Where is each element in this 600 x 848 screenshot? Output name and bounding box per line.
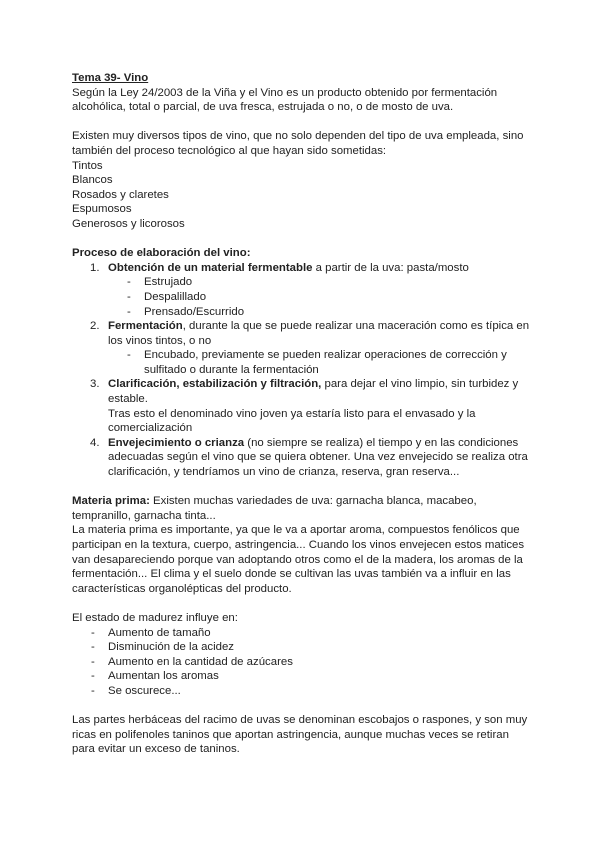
sub-list bbox=[108, 348, 532, 377]
list-item: - Se oscurece... bbox=[91, 684, 181, 697]
step-text: (no siempre se realiza) el tiempo y en las condiciones adecuadas según el vino que se quiera obtener. Una vez envejecido se realiza otra clarificación, y tendríamos un vino de crianza, reserva, gran reserva... bbox=[108, 436, 528, 479]
list-item: - Aumento en la cantidad de azúcares bbox=[91, 655, 293, 668]
type-item: Rosados y claretes bbox=[72, 188, 169, 201]
step-title: Obtención de un material fermentable bbox=[108, 261, 313, 274]
process-step bbox=[72, 261, 532, 319]
step-text: a partir de la uva: pasta/mosto bbox=[312, 261, 469, 274]
process-list bbox=[72, 261, 532, 480]
sub-list bbox=[108, 275, 532, 319]
type-item: Generosos y licorosos bbox=[72, 217, 185, 230]
page-title: Tema 39- Vino bbox=[72, 72, 149, 84]
type-item: Espumosos bbox=[72, 203, 132, 216]
step-text: para dejar el vino limpio, sin turbidez y estable. bbox=[108, 378, 519, 406]
process-step bbox=[72, 319, 532, 377]
sub-item: - Prensado/Escurrido bbox=[127, 305, 245, 318]
list-item: - Aumento de tamaño bbox=[91, 626, 211, 639]
step-number: 2. bbox=[90, 320, 100, 333]
step-text: , durante la que se puede realizar una maceración como es típica en los vinos tintos, o no bbox=[108, 320, 530, 347]
materia-label: Materia prima: bbox=[72, 495, 150, 508]
madurez-list bbox=[72, 626, 532, 699]
step-extra: Tras esto el denominado vino joven ya estaría listo para el envasado y la comercialización bbox=[108, 407, 476, 435]
document-page bbox=[72, 71, 532, 757]
materia-paragraph: Materia prima: Existen muchas variedades de uva: garnacha blanca, macabeo, tempranillo, garnacha tinta... bbox=[72, 495, 477, 522]
list-item: - Aumentan los aromas bbox=[91, 670, 219, 683]
list-item: - Disminución de la acidez bbox=[91, 641, 234, 654]
type-item: Tintos bbox=[72, 159, 103, 172]
step-title: Fermentación bbox=[108, 320, 183, 333]
process-step bbox=[72, 436, 532, 480]
step-title: Envejecimiento o crianza bbox=[108, 436, 245, 449]
intro-paragraph: Según la Ley 24/2003 de la Viña y el Vino es un producto obtenido por fermentación alcohólica, total o parcial, de uva fresca, estrujada o no, o de mosto de uva. bbox=[72, 86, 498, 114]
materia-body: La materia prima es importante, ya que le va a aportar aroma, compuestos fenólicos que participan en la textura, cuerpo, astringencia... Cuando los vinos envejecen estos matices van desapareciendo porque van adoptando otros como el de la madera, los aromas de la fermentación... El clima y el suelo donde se cultivan las uvas también va a influir en las características organolépticas del producto. bbox=[72, 524, 525, 595]
sub-item: - Despalillado bbox=[127, 290, 207, 303]
type-item: Blancos bbox=[72, 174, 113, 187]
process-step bbox=[72, 377, 532, 435]
process-heading: Proceso de elaboración del vino: bbox=[72, 247, 251, 260]
sub-item: - Encubado, previamente se pueden realizar operaciones de corrección y sulfitado o durante la fermentación bbox=[127, 349, 507, 376]
types-intro: Existen muy diversos tipos de vino, que no solo dependen del tipo de uva empleada, sino también del proceso tecnológico al que hayan sido sometidas: bbox=[72, 130, 524, 157]
step-number: 1. bbox=[90, 261, 100, 274]
step-number: 4. bbox=[90, 436, 100, 449]
step-number: 3. bbox=[90, 378, 100, 391]
madurez-intro: El estado de madurez influye en: bbox=[72, 611, 238, 624]
sub-item: - Estrujado bbox=[127, 276, 193, 289]
step-title: Clarificación, estabilización y filtración, bbox=[108, 378, 322, 391]
closing-paragraph: Las partes herbáceas del racimo de uvas se denominan escobajos o raspones, y son muy ricas en polifenoles taninos que aportan astringencia, aunque muchas veces se retiran para evitar un exceso de taninos. bbox=[72, 714, 528, 756]
